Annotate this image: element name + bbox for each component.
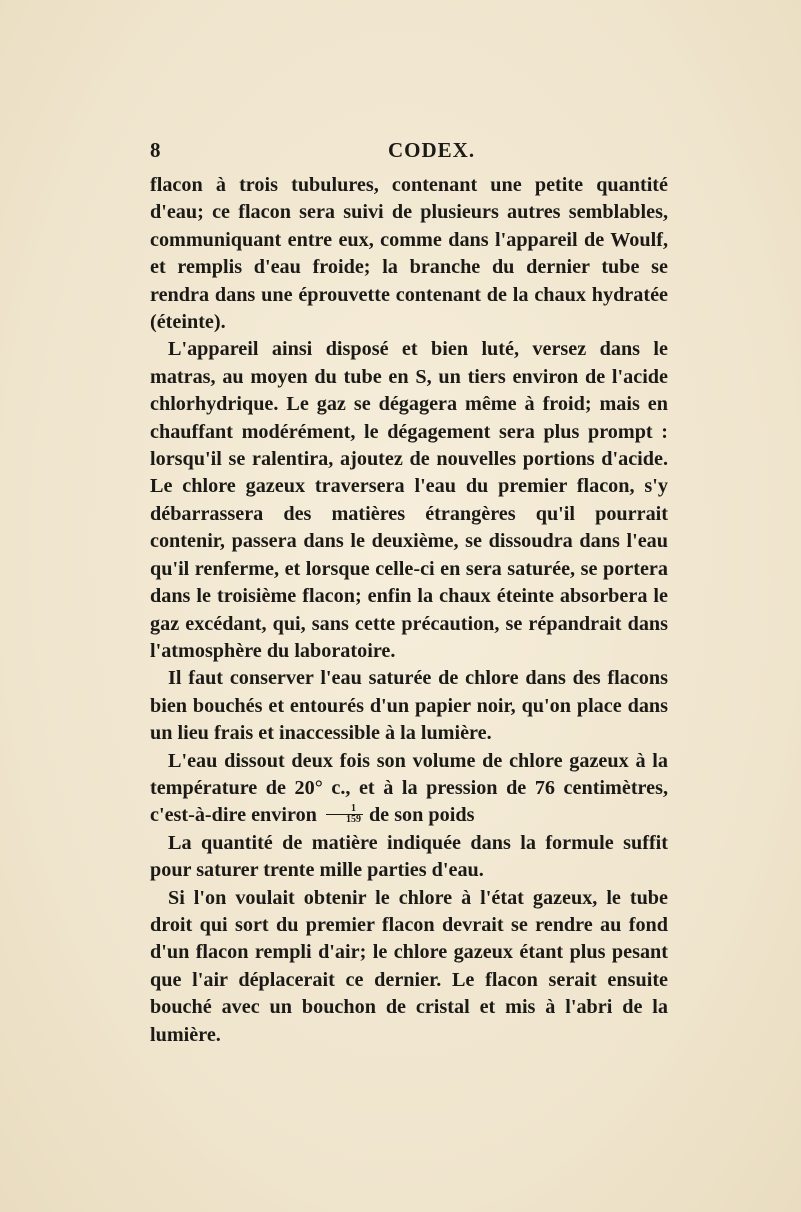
fraction-denominator: 159 — [345, 814, 361, 826]
body-text — [150, 172, 668, 1049]
solubility-text-end: de son poids — [368, 804, 475, 827]
page-number: 8 — [150, 138, 162, 162]
paragraph-storage: Il faut conserver l'eau saturée de chlore dans des flacons bien bouchés et entourés d'un papier noir, qu'on place dans un lieu frais et inaccessible à la lumière. — [150, 667, 668, 745]
fraction-numerator: 1 — [326, 804, 363, 815]
paragraph-continuation: flacon à trois tubulures, contenant une petite quantité d'eau; ce flacon sera suivi de plusieurs autres semblables, communiquant entre eux, comme dans l'appareil de Woulf, et remplis d'eau froide; la branche du dernier tube se rendra dans une éprouvette contenant de la chaux hydratée (éteinte). — [150, 174, 668, 334]
running-title: CODEX. — [388, 138, 476, 162]
paragraph-quantity: La quantité de matière indiquée dans la formule suffit pour saturer trente mille parties d'eau. — [150, 831, 668, 882]
solubility-text: L'eau dissout deux fois son volume de chlore gazeux à la température de 20° c., et à la pression de 76 centimètres, c'est-à-dire environ — [150, 749, 668, 827]
paragraph-solubility — [150, 748, 668, 830]
paragraph-gaseous: Si l'on voulait obtenir le chlore à l'état gazeux, le tube droit qui sort du premier flacon devrait se rendre au fond d'un flacon rempli d'air; le chlore gazeux étant plus pesant que l'air déplacerait ce dernier. Le flacon serait ensuite bouché avec un bouchon de cristal et mis à l'abri de la lumière. — [150, 886, 668, 1046]
fraction — [326, 804, 363, 825]
paragraph-procedure: L'appareil ainsi disposé et bien luté, versez dans le matras, au moyen du tube en S, un tiers environ de l'acide chlorhydrique. Le gaz se dégagera même à froid; mais en chauffant modérément, le dégagement sera plus prompt : lorsqu'il se ralentira, ajoutez de nouvelles portions d'acide. Le chlore gazeux traversera l'eau du premier flacon, s'y débarrassera des matières étrangères qu'il pourrait contenir, passera dans le deuxième, se dissoudra dans l'eau qu'il renferme, et lorsque celle-ci en sera saturée, se portera dans le troisième flacon; enfin la chaux éteinte absorbera le gaz excédant, qui, sans cette précaution, se répandrait dans l'atmosphère du laboratoire. — [150, 338, 668, 662]
running-head — [150, 138, 670, 168]
